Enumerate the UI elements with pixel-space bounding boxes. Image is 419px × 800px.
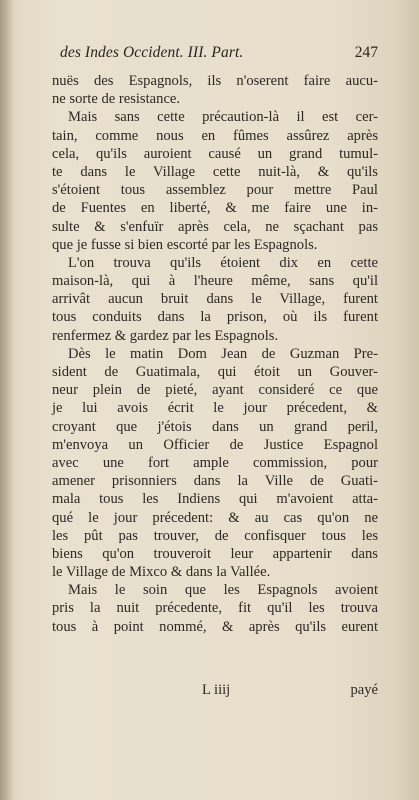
- catchword: payé: [350, 682, 378, 698]
- text-line: Dès le matin Dom Jean de Guzman Pre-: [68, 345, 378, 362]
- text-line: de Fuentes en liberté, & me faire une in-: [52, 200, 378, 217]
- text-line: croyant que j'étois dans un grand peril,: [52, 418, 378, 435]
- text-line: cela, qu'ils auroient causé un grand tumul-: [52, 145, 378, 162]
- text-line: m'envoya un Officier de Justice Espagnol: [52, 436, 378, 453]
- text-line: pris la nuit précedente, fit qu'il les trouva: [52, 600, 378, 617]
- signature-mark: L iiij: [202, 682, 231, 698]
- body-text: [52, 72, 378, 636]
- text-line: Mais le soin que les Espagnols avoient: [68, 582, 378, 599]
- text-line: ne sorte de resistance.: [52, 91, 181, 108]
- text-line: amener prisonniers dans la Ville de Guati-: [52, 473, 378, 490]
- text-line: neur plein de pieté, ayant consideré ce que: [52, 382, 378, 399]
- text-line: tous conduits dans la prison, où ils furent: [52, 309, 378, 326]
- text-line: te dans le Village cette nuit-là, & qu'ils: [52, 163, 378, 180]
- text-line: avec une fort ample commission, pour: [52, 454, 378, 471]
- text-line: nuës des Espagnols, ils n'oserent faire aucu-: [52, 73, 378, 89]
- text-line: sident de Guatimala, qui étoit un Gouver-: [52, 364, 378, 380]
- page-number: 247: [354, 44, 378, 61]
- page-header: [60, 44, 378, 68]
- text-line: tous à point nommé, & après qu'ils eurent: [52, 618, 378, 635]
- text-line: biens qu'on trouveroit leur appartenir dans: [52, 545, 378, 562]
- text-line: maison-là, qui à l'heure même, sans qu'il: [52, 273, 378, 290]
- text-line: renfermez & gardez par les Espagnols.: [52, 327, 279, 344]
- text-line: Mais sans cette précaution-là il est cer-: [68, 109, 378, 126]
- text-line: L'on trouva qu'ils étoient dix en cette: [68, 254, 378, 271]
- text-line: arrivât aucun bruit dans le Village, furent: [52, 291, 378, 308]
- running-title: des Indes Occident. III. Part.: [60, 44, 244, 61]
- text-line: s'étoient tous assemblez pour mettre Paul: [52, 182, 378, 199]
- text-line: tain, comme nous en fûmes assûrez après: [52, 127, 378, 144]
- text-line: que je fusse si bien escorté par les Espagnols.: [52, 236, 318, 253]
- text-line: les pût pas trouver, de confisquer tous les: [52, 527, 378, 544]
- text-line: sulte & s'enfuïr après cela, ne sçachant pas: [52, 218, 378, 235]
- page-footer: [52, 682, 378, 702]
- text-line: le Village de Mixco & dans la Vallée.: [52, 564, 271, 581]
- text-line: mala tous les Indiens qui m'avoient atta-: [52, 491, 378, 508]
- text-line: je lui avois écrit le jour précedent, &: [52, 400, 378, 417]
- text-line: qué le jour précedent: & au cas qu'on ne: [52, 509, 378, 526]
